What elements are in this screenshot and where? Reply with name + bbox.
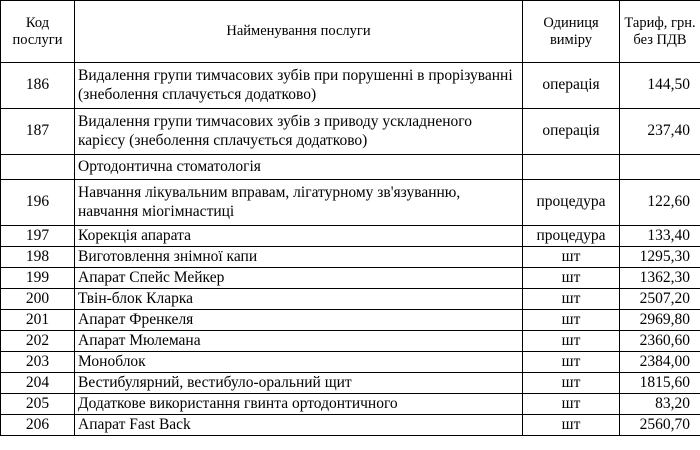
row-price: 237,40 [620, 109, 700, 155]
row-code: 202 [1, 331, 75, 352]
row-code [1, 155, 75, 180]
row-unit: шт [523, 394, 620, 415]
row-name: Додаткове використання гвинта ортодонтичного [75, 394, 523, 415]
row-price: 133,40 [620, 226, 700, 247]
table-row [1, 226, 700, 247]
row-name: Виготовлення знімної капи [75, 247, 523, 268]
section-row [1, 155, 700, 180]
row-price: 1362,30 [620, 268, 700, 289]
table-header-row [1, 1, 700, 63]
row-code: 198 [1, 247, 75, 268]
row-unit: шт [523, 289, 620, 310]
row-unit: операція [523, 63, 620, 109]
row-unit: операція [523, 109, 620, 155]
row-code: 187 [1, 109, 75, 155]
row-code: 186 [1, 63, 75, 109]
row-unit: шт [523, 415, 620, 436]
table-row [1, 109, 700, 155]
row-name: Апарат Fast Back [75, 415, 523, 436]
header-code: Код послуги [1, 1, 75, 63]
table-row [1, 180, 700, 226]
row-name: Корекція апарата [75, 226, 523, 247]
row-unit: шт [523, 373, 620, 394]
section-title: Ортодонтична стоматологія [75, 155, 523, 180]
table-row [1, 415, 700, 436]
row-code: 197 [1, 226, 75, 247]
row-price: 2384,00 [620, 352, 700, 373]
row-name: Навчання лікувальним вправам, лігатурному зв'язуванню, навчання міогімнастиці [75, 180, 523, 226]
header-price: Тариф, грн. без ПДВ [620, 1, 700, 63]
row-price: 1295,30 [620, 247, 700, 268]
row-price: 2969,80 [620, 310, 700, 331]
row-code: 206 [1, 415, 75, 436]
row-name: Видалення групи тимчасових зубів при порушенні в прорізуванні (знеболення сплачується додатково) [75, 63, 523, 109]
row-unit: процедура [523, 180, 620, 226]
row-price: 144,50 [620, 63, 700, 109]
row-name: Апарат Мюлемана [75, 331, 523, 352]
row-name: Видалення групи тимчасових зубів з приводу ускладненого карієсу (знеболення сплачується додатково) [75, 109, 523, 155]
table-row [1, 268, 700, 289]
row-unit: шт [523, 310, 620, 331]
row-unit: шт [523, 352, 620, 373]
row-code: 203 [1, 352, 75, 373]
row-code: 199 [1, 268, 75, 289]
table-row [1, 331, 700, 352]
row-code: 200 [1, 289, 75, 310]
row-unit: шт [523, 247, 620, 268]
row-unit: шт [523, 268, 620, 289]
table-row [1, 63, 700, 109]
table-row [1, 247, 700, 268]
table-row [1, 394, 700, 415]
row-name: Апарат Френкеля [75, 310, 523, 331]
row-unit: процедура [523, 226, 620, 247]
row-name: Вестибулярний, вестибуло-оральний щит [75, 373, 523, 394]
row-price: 122,60 [620, 180, 700, 226]
row-code: 196 [1, 180, 75, 226]
row-price: 2507,20 [620, 289, 700, 310]
row-price: 1815,60 [620, 373, 700, 394]
header-name: Найменування послуги [75, 1, 523, 63]
header-unit: Одиниця виміру [523, 1, 620, 63]
row-name: Твін-блок Кларка [75, 289, 523, 310]
row-price: 83,20 [620, 394, 700, 415]
row-unit: шт [523, 331, 620, 352]
row-code: 201 [1, 310, 75, 331]
row-code: 205 [1, 394, 75, 415]
row-price: 2560,70 [620, 415, 700, 436]
table-row [1, 352, 700, 373]
row-code: 204 [1, 373, 75, 394]
row-name: Апарат Спейс Мейкер [75, 268, 523, 289]
row-name: Моноблок [75, 352, 523, 373]
table-row [1, 373, 700, 394]
table-row [1, 289, 700, 310]
row-price: 2360,60 [620, 331, 700, 352]
row-unit [523, 155, 620, 180]
table-row [1, 310, 700, 331]
row-price [620, 155, 700, 180]
